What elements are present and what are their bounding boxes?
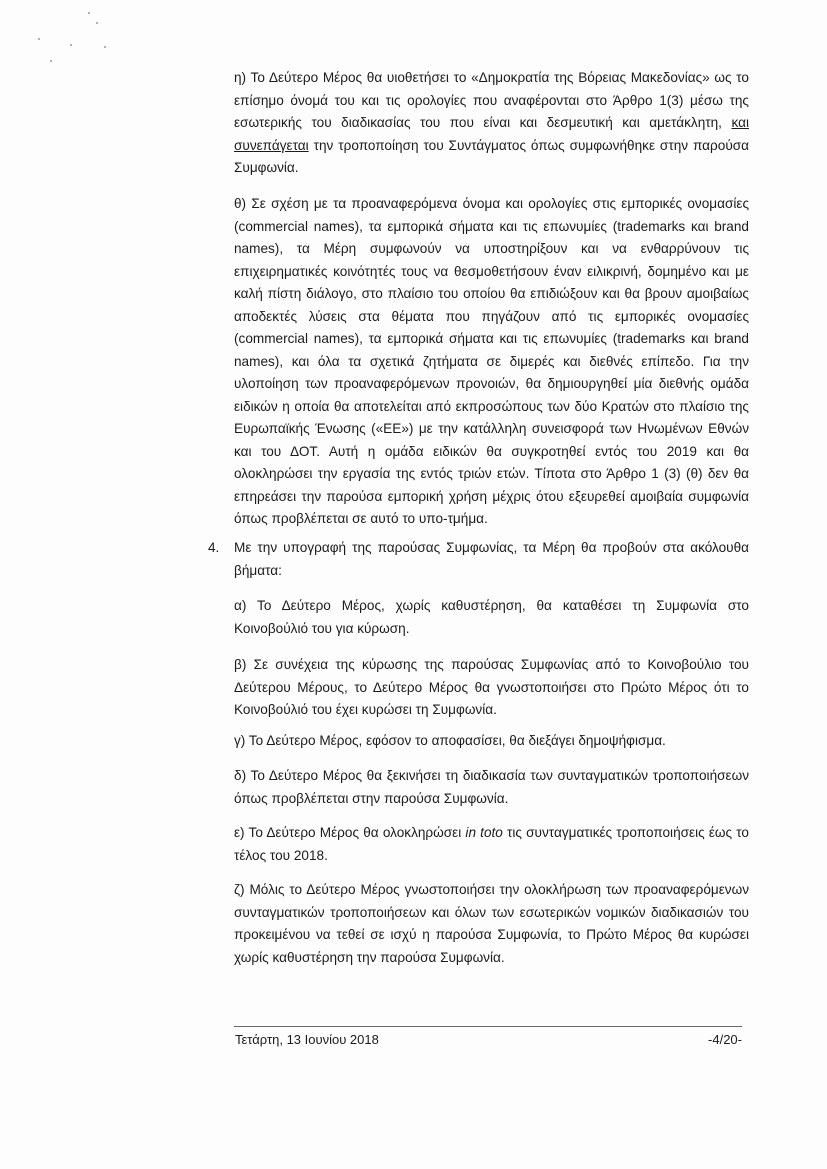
scan-speck [88, 12, 90, 14]
paragraph-eta-underlined: και συνεπάγεται [234, 115, 749, 153]
paragraph-theta: θ) Σε σχέση με τα προαναφερόμενα όνομα και ορολογίες στις εμπορικές ονομασίες (commercial names), τα εμπορικά σήματα και τις επωνυμίες (trademarks και brand names), τα Μέρη συμφωνούν να υποστηρίξουν και να ενθαρρύνουν τις επιχειρηματικές κοινότητές τους να θεσμοθετήσουν έναν ειλικρινή, δομημένο και με καλή πίστη διάλογο, στο πλαίσιο του οποίου θα επιδιώξουν και θα βρουν αμοιβαίως αποδεκτές λύσεις στα θέματα που πηγάζουν από τις εμπορικές ονομασίες (commercial names), τα εμπορικά σήματα και τις επωνυμίες (trademarks και brand names), και όλα τα σχετικά ζητήματα σε διμερές και διεθνές επίπεδο. Για την υλοποίηση των προαναφερόμενων προνοιών, θα δημιουργηθεί μία διεθνής ομάδα ειδικών η οποία θα αποτελείται από εκπροσώπους των δύο Κρατών στο πλαίσιο της Ευρωπαϊκής Ένωσης («ΕΕ») με την κατάλληλη συνεισφορά των Ηνωμένων Εθνών και του ΔΟΤ. Αυτή η ομάδα ειδικών θα συγκροτηθεί εντός του 2019 και θα ολοκληρώσει την εργασία της εντός τριών ετών. Τίποτα στο Άρθρο 1 (3) (θ) δεν θα επηρεάσει την παρούσα εμπορική χρήση μέχρις ότου εξευρεθεί αμοιβαία συμφωνία όπως προβλέπεται σε αυτό το υπο-τμήμα. [234, 196, 749, 526]
paragraph-epsilon-text: ε) Το Δεύτερο Μέρος θα ολοκληρώσει [234, 825, 466, 840]
scan-speck [104, 46, 106, 48]
scan-speck [50, 60, 52, 62]
paragraph-epsilon-italic: in toto [465, 825, 503, 840]
paragraph-eta [234, 67, 749, 180]
scan-speck [38, 38, 40, 40]
paragraph-epsilon [234, 822, 749, 867]
footer-date: Τετάρτη, 13 Ιουνίου 2018 [235, 1032, 379, 1047]
paragraph-gamma: γ) Το Δεύτερο Μέρος, εφόσον το αποφασίσει, θα διεξάγει δημοψήφισμα. [234, 733, 666, 748]
scan-speck [96, 22, 98, 24]
scan-speck [70, 44, 72, 46]
paragraph-zeta: ζ) Μόλις το Δεύτερο Μέρος γνωστοποιήσει την ολοκλήρωση των προαναφερόμενων συνταγματικών τροποποιήσεων και όλων των εσωτερικών νομικών διαδικασιών του προκειμένου να τεθεί σε ισχύ η παρούσα Συμφωνία, το Πρώτο Μέρος θα κυρώσει χωρίς καθυστέρηση την παρούσα Συμφωνία. [234, 882, 749, 965]
footer-page-number: -4/20- [708, 1032, 742, 1047]
paragraph-item-4: Με την υπογραφή της παρούσας Συμφωνίας, τα Μέρη θα προβούν στα ακόλουθα βήματα: [234, 540, 749, 578]
paragraph-delta: δ) Το Δεύτερο Μέρος θα ξεκινήσει τη διαδικασία των συνταγματικών τροποποιήσεων όπως προβλέπεται στην παρούσα Συμφωνία. [234, 768, 749, 806]
item-number-4: 4. [208, 540, 220, 555]
paragraph-eta-text-end: την τροποποίηση του Συντάγματος όπως συμφωνήθηκε στην παρούσα Συμφωνία. [234, 137, 749, 175]
footer-divider [234, 1026, 742, 1027]
paragraph-eta-text: η) Το Δεύτερο Μέρος θα υιοθετήσει το «Δημοκρατία της Βόρειας Μακεδονίας» ως το επίσημο όνομά του και τις ορολογίες που αναφέρονται στο Άρθρο 1(3) μέσω της εσωτερικής του διαδικασίας του που είναι και δεσμευτική και αμετάκλητη, [234, 70, 749, 130]
paragraph-epsilon-text-end: τις συνταγματικές τροποποιήσεις έως το τέλος του 2018. [234, 825, 749, 863]
paragraph-alpha: α) Το Δεύτερο Μέρος, χωρίς καθυστέρηση, θα καταθέσει τη Συμφωνία στο Κοινοβούλιό του για κύρωση. [234, 598, 749, 636]
paragraph-beta: β) Σε συνέχεια της κύρωσης της παρούσας Συμφωνίας από το Κοινοβούλιο του Δεύτερου Μέρους, το Δεύτερο Μέρος θα γνωστοποιήσει στο Πρώτο Μέρος ότι το Κοινοβούλιό του έχει κυρώσει τη Συμφωνία. [234, 657, 749, 717]
